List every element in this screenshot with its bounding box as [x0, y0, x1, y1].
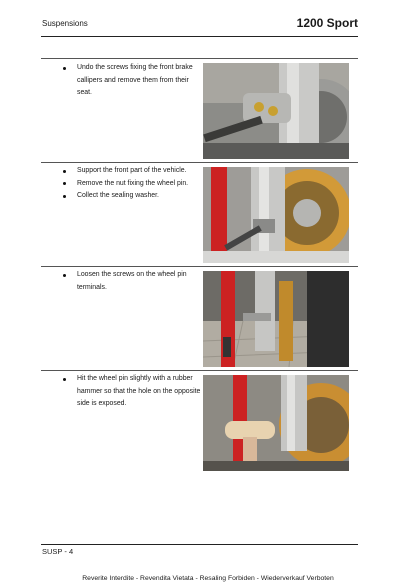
header-divider [41, 36, 358, 37]
step-2 [41, 162, 358, 267]
step-1-photo [203, 63, 349, 159]
section-title: Suspensions [42, 19, 88, 28]
step-1-item-1: Undo the screws fixing the front brake callipers and remove them from their seat. [63, 62, 205, 100]
step-2-item-2: Remove the nut fixing the wheel pin. [63, 178, 205, 191]
model-title: 1200 Sport [296, 16, 358, 30]
resale-notice: Reverite Interdite - Revendita Vietata - Resaling Forbiden - Wiederverkauf Verboten [82, 575, 334, 582]
step-2-photo [203, 167, 349, 263]
step-4-list [63, 373, 205, 411]
step-1 [41, 58, 358, 163]
step-2-list [63, 165, 205, 203]
step-3 [41, 266, 358, 371]
page-number: SUSP - 4 [42, 547, 74, 556]
step-3-photo [203, 271, 349, 367]
footer-divider [41, 544, 358, 545]
step-4-item-1: Hit the wheel pin slightly with a rubber hammer so that the hole on the opposite side is exposed. [63, 373, 205, 411]
step-3-item-1: Loosen the screws on the wheel pin terminals. [63, 269, 205, 294]
step-4-photo [203, 375, 349, 471]
step-2-item-3: Collect the sealing washer. [63, 190, 205, 203]
step-1-list [63, 62, 205, 100]
step-3-list [63, 269, 205, 294]
step-2-item-1: Support the front part of the vehicle. [63, 165, 205, 178]
step-4 [41, 370, 358, 475]
